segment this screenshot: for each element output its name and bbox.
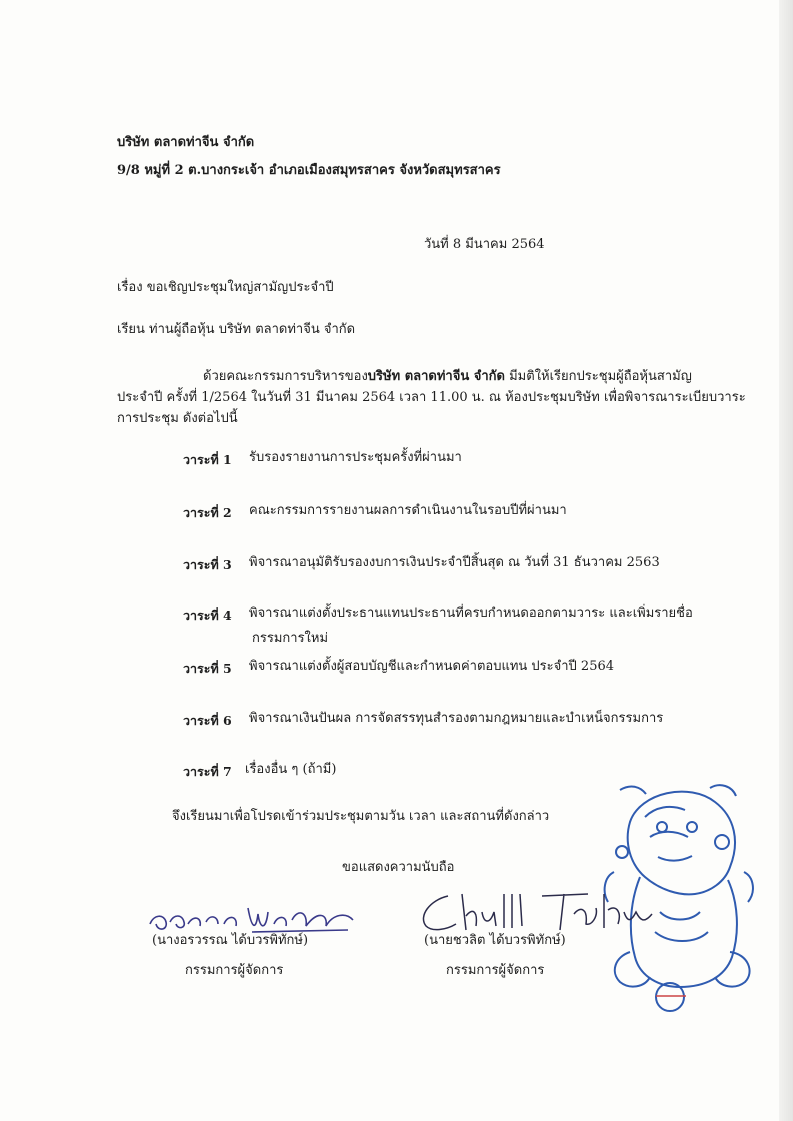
regards-line: ขอแสดงความนับถือ bbox=[342, 860, 455, 875]
body-line3: การประชุม ดังต่อไปนี้ bbox=[117, 411, 238, 426]
agenda-label-4: วาระที่ 4 bbox=[183, 608, 232, 623]
body-line1-prefix: ด้วยคณะกรรมการบริหารของ bbox=[203, 369, 368, 384]
agenda-text-6: พิจารณาเงินปันผล การจัดสรรทุนสำรองตามกฎหมายและบำเหน็จกรรมการ bbox=[249, 711, 664, 726]
agenda-label-1: วาระที่ 1 bbox=[183, 452, 232, 467]
company-name: บริษัท ตลาดท่าจีน จำกัด bbox=[117, 135, 255, 150]
body-line2: ประจำปี ครั้งที่ 1/2564 ในวันที่ 31 มีนาคม 2564 เวลา 11.00 น. ณ ห้องประชุมบริษัท เพื่อพิจารณาระเบียบวาระ bbox=[117, 390, 746, 405]
signatory-2-name: (นายชวลิต ได้บวรพิทักษ์) bbox=[424, 933, 566, 948]
letter-subject: เรื่อง ขอเชิญประชุมใหญ่สามัญประจำปี bbox=[117, 280, 334, 295]
agenda-text-2: คณะกรรมการรายงานผลการดำเนินงานในรอบปีที่ผ่านมา bbox=[249, 503, 567, 518]
scan-edge bbox=[779, 0, 793, 1121]
agenda-label-2: วาระที่ 2 bbox=[183, 505, 232, 520]
letter-date: วันที่ 8 มีนาคม 2564 bbox=[424, 237, 545, 252]
agenda-text-3: พิจารณาอนุมัติรับรองงบการเงินประจำปีสิ้นสุด ณ วันที่ 31 ธันวาคม 2563 bbox=[249, 555, 660, 570]
body-paragraph bbox=[117, 366, 746, 429]
agenda-text-5: พิจารณาแต่งตั้งผู้สอบบัญชีและกำหนดค่าตอบแทน ประจำปี 2564 bbox=[249, 659, 615, 674]
signatory-1-name: (นางอรวรรณ ได้บวรพิทักษ์) bbox=[152, 933, 309, 948]
agenda-text-7: เรื่องอื่น ๆ (ถ้ามี) bbox=[245, 762, 337, 777]
agenda-text-1: รับรองรายงานการประชุมครั้งที่ผ่านมา bbox=[249, 450, 462, 465]
agenda-label-6: วาระที่ 6 bbox=[183, 713, 232, 728]
agenda-label-5: วาระที่ 5 bbox=[183, 661, 232, 676]
body-line1-company: บริษัท ตลาดท่าจีน จำกัด bbox=[367, 369, 505, 384]
body-line1-suffix: มีมติให้เรียกประชุมผู้ถือหุ้นสามัญ bbox=[504, 369, 692, 384]
closing-line: จึงเรียนมาเพื่อโปรดเข้าร่วมประชุมตามวัน เวลา และสถานที่ดังกล่าว bbox=[172, 809, 550, 824]
agenda-label-3: วาระที่ 3 bbox=[183, 557, 232, 572]
signatory-1-title: กรรมการผู้จัดการ bbox=[185, 963, 284, 978]
letter-recipient: เรียน ท่านผู้ถือหุ้น บริษัท ตลาดท่าจีน จำกัด bbox=[117, 322, 356, 337]
signatory-2-title: กรรมการผู้จัดการ bbox=[446, 963, 545, 978]
agenda-text-4: พิจารณาแต่งตั้งประธานแทนประธานที่ครบกำหนดออกตามวาระ และเพิ่มรายชื่อ bbox=[249, 606, 693, 621]
company-address: 9/8 หมู่ที่ 2 ต.บางกระเจ้า อำเภอเมืองสมุทรสาคร จังหวัดสมุทรสาคร bbox=[117, 163, 501, 178]
agenda-text-4-cont: กรรมการใหม่ bbox=[252, 631, 329, 646]
agenda-label-7: วาระที่ 7 bbox=[183, 764, 232, 779]
